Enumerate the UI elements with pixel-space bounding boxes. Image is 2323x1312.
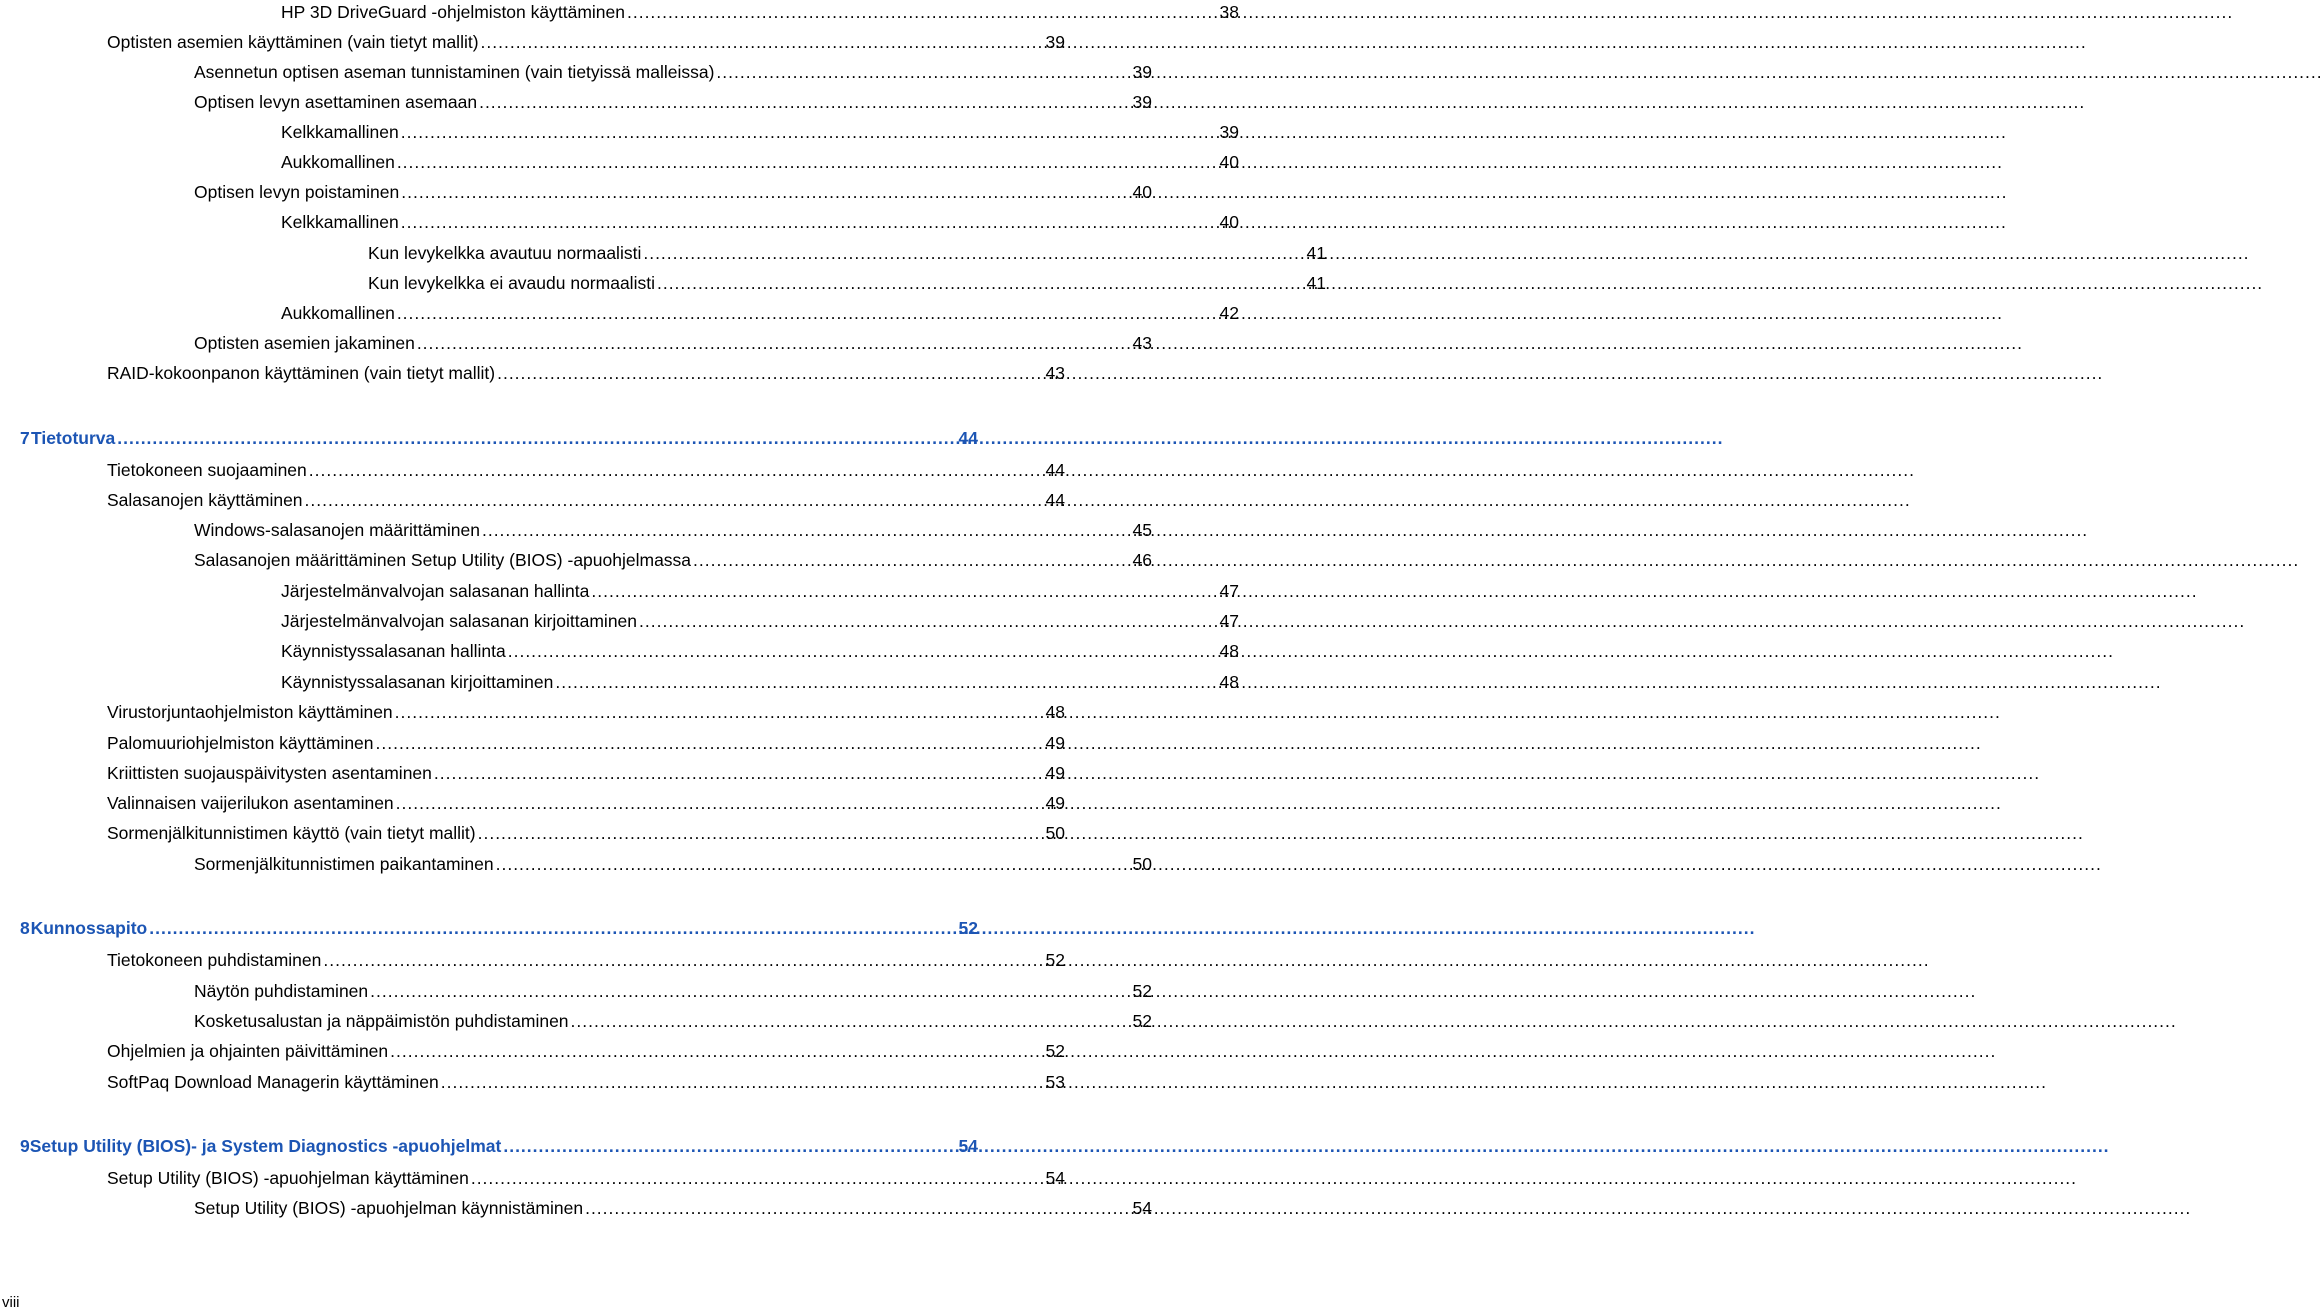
toc-entry-title: Kunnossapito — [30, 918, 148, 938]
dot-leader — [417, 332, 1131, 354]
toc-entry-page: 40 — [1219, 212, 1239, 232]
toc-chapter-entry[interactable] — [0, 913, 978, 939]
toc-entry-page: 41 — [1306, 273, 1326, 293]
dot-leader — [397, 302, 1218, 324]
toc-entry-page: 40 — [1219, 152, 1239, 172]
dot-leader — [503, 1135, 956, 1157]
toc-entry-title: Ohjelmien ja ohjainten päivittäminen — [107, 1041, 389, 1061]
toc-entry[interactable] — [0, 455, 1065, 481]
toc-entry[interactable] — [0, 147, 1239, 173]
toc-entry-title: Setup Utility (BIOS) -apuohjelman käyttäminen — [107, 1168, 469, 1188]
toc-entry-page: 52 — [1132, 981, 1152, 1001]
toc-entry[interactable] — [0, 576, 1239, 602]
toc-entry-page: 47 — [1219, 611, 1239, 631]
dot-leader — [397, 151, 1218, 173]
toc-entry[interactable] — [0, 298, 1239, 324]
toc-entry-page: 44 — [1045, 490, 1065, 510]
toc-entry[interactable] — [0, 758, 1065, 784]
dot-leader — [482, 519, 1131, 541]
dot-leader — [149, 917, 956, 939]
chapter-number: 8 — [20, 918, 30, 938]
dot-leader — [390, 1040, 1043, 1062]
toc-entry-page: 52 — [1132, 1011, 1152, 1031]
toc-entry-title: Tietokoneen suojaaminen — [107, 460, 307, 480]
dot-leader — [627, 1, 1218, 23]
toc-entry-page: 52 — [958, 918, 978, 938]
toc-entry-title: Sormenjälkitunnistimen paikantaminen — [194, 854, 494, 874]
toc-entry-page: 43 — [1045, 363, 1065, 383]
toc-entry-page: 48 — [1219, 672, 1239, 692]
toc-entry-title: Optisen levyn asettaminen asemaan — [194, 92, 478, 112]
toc-entry-title: Virustorjuntaohjelmiston käyttäminen — [107, 702, 393, 722]
toc-entry[interactable] — [0, 0, 1239, 23]
toc-entry-page: 49 — [1045, 733, 1065, 753]
toc-entry[interactable] — [0, 57, 1152, 83]
toc-entry-page: 49 — [1045, 793, 1065, 813]
toc-entry-page: 54 — [1132, 1198, 1152, 1218]
dot-leader — [117, 427, 956, 449]
toc-entry-page: 49 — [1045, 763, 1065, 783]
toc-entry[interactable] — [0, 238, 1326, 264]
toc-entry-title: Järjestelmänvalvojan salasanan kirjoittaminen — [281, 611, 638, 631]
toc-entry-title: Windows-salasanojen määrittäminen — [194, 520, 480, 540]
toc-entry-page: 54 — [1045, 1168, 1065, 1188]
dot-leader — [497, 362, 1043, 384]
toc-entry[interactable] — [0, 818, 1065, 844]
toc-entry-title: Kun levykelkka ei avaudu normaalisti — [368, 273, 655, 293]
toc-entry[interactable] — [0, 636, 1239, 662]
toc-entry[interactable] — [0, 117, 1239, 143]
dot-leader — [471, 1167, 1044, 1189]
toc-entry-title: Tietoturva — [30, 428, 116, 448]
toc-entry-page: 52 — [1045, 950, 1065, 970]
toc-entry[interactable] — [0, 485, 1065, 511]
toc-entry-title: Optisten asemien käyttäminen (vain tietyt mallit) — [107, 32, 479, 52]
toc-entry[interactable] — [0, 1006, 1152, 1032]
dot-leader — [323, 949, 1043, 971]
dot-leader — [555, 671, 1217, 693]
toc-entry-page: 50 — [1045, 823, 1065, 843]
toc-entry-title: Kriittisten suojauspäivitysten asentaminen — [107, 763, 432, 783]
dot-leader — [643, 242, 1304, 264]
toc-entry[interactable] — [0, 667, 1239, 693]
dot-leader — [639, 610, 1218, 632]
toc-entry-title: Setup Utility (BIOS) -apuohjelman käynnistäminen — [194, 1198, 584, 1218]
toc-entry-page: 44 — [1045, 460, 1065, 480]
toc-entry[interactable] — [0, 788, 1065, 814]
dot-leader — [396, 792, 1044, 814]
toc-entry-title: Kun levykelkka avautuu normaalisti — [368, 243, 642, 263]
chapter-number: 9 — [20, 1136, 30, 1156]
toc-chapter-entry[interactable] — [0, 1131, 978, 1157]
toc-entry[interactable] — [0, 358, 1065, 384]
toc-entry[interactable] — [0, 1163, 1065, 1189]
toc-entry[interactable] — [0, 976, 1152, 1002]
toc-entry-page: 50 — [1132, 854, 1152, 874]
toc-entry[interactable] — [0, 27, 1065, 53]
dot-leader — [591, 580, 1217, 602]
toc-chapter-entry[interactable] — [0, 423, 978, 449]
toc-entry-page: 39 — [1132, 62, 1152, 82]
toc-entry-page: 40 — [1132, 182, 1152, 202]
toc-entry-page: 45 — [1132, 520, 1152, 540]
toc-entry[interactable] — [0, 1193, 1152, 1219]
toc-entry-title: Käynnistyssalasanan kirjoittaminen — [281, 672, 554, 692]
toc-entry-page: 39 — [1132, 92, 1152, 112]
toc-entry-title: Näytön puhdistaminen — [194, 981, 369, 1001]
toc-entry-page: 41 — [1306, 243, 1326, 263]
dot-leader — [395, 701, 1044, 723]
toc-entry-title: Käynnistyssalasanan hallinta — [281, 641, 506, 661]
toc-entry-page: 42 — [1219, 303, 1239, 323]
dot-leader — [496, 853, 1131, 875]
toc-entry[interactable] — [0, 87, 1152, 113]
toc-entry[interactable] — [0, 1036, 1065, 1062]
toc-entry-title: Aukkomallinen — [281, 152, 395, 172]
toc-entry-page: 52 — [1045, 1041, 1065, 1061]
dot-leader — [716, 61, 1130, 83]
toc-entry-title: Kelkkamallinen — [281, 122, 399, 142]
toc-entry[interactable] — [0, 728, 1065, 754]
dot-leader — [305, 489, 1044, 511]
toc-entry-title: Palomuuriohjelmiston käyttäminen — [107, 733, 374, 753]
dot-leader — [441, 1071, 1044, 1093]
dot-leader — [401, 181, 1130, 203]
toc-entry-title: Järjestelmänvalvojan salasanan hallinta — [281, 581, 590, 601]
toc-entry[interactable] — [0, 697, 1065, 723]
dot-leader — [657, 272, 1305, 294]
toc-entry[interactable] — [0, 606, 1239, 632]
toc-entry-page: 47 — [1219, 581, 1239, 601]
toc-entry[interactable] — [0, 849, 1152, 875]
toc-entry[interactable] — [0, 515, 1152, 541]
toc-entry[interactable] — [0, 207, 1239, 233]
toc-entry-page: 39 — [1219, 122, 1239, 142]
toc-entry-page: 48 — [1219, 641, 1239, 661]
toc-entry[interactable] — [0, 268, 1326, 294]
toc-entry-title: HP 3D DriveGuard -ohjelmiston käyttäminen — [281, 2, 625, 22]
toc-entry[interactable] — [0, 545, 1152, 571]
toc-entry-title: Salasanojen määrittäminen Setup Utility (BIOS) -apuohjelmassa — [194, 550, 692, 570]
dot-leader — [478, 822, 1044, 844]
dot-leader — [508, 640, 1218, 662]
toc-entry-page: 48 — [1045, 702, 1065, 722]
toc-entry[interactable] — [0, 177, 1152, 203]
toc-entry-title: Tietokoneen puhdistaminen — [107, 950, 322, 970]
toc-entry-title: Valinnaisen vaijerilukon asentaminen — [107, 793, 394, 813]
toc-entry-page: 46 — [1132, 550, 1152, 570]
dot-leader — [479, 91, 1130, 113]
toc-entry-title: Asennetun optisen aseman tunnistaminen (vain tietyissä malleissa) — [194, 62, 715, 82]
toc-entry-page: 39 — [1045, 32, 1065, 52]
toc-entry-title: Optisten asemien jakaminen — [194, 333, 415, 353]
toc-entry-title: Sormenjälkitunnistimen käyttö (vain tietyt mallit) — [107, 823, 476, 843]
dot-leader — [571, 1010, 1131, 1032]
toc-entry-title: Kosketusalustan ja näppäimistön puhdistaminen — [194, 1011, 569, 1031]
toc-entry-page: 38 — [1219, 2, 1239, 22]
toc-entry-title: Aukkomallinen — [281, 303, 395, 323]
page-number: viii — [2, 1294, 20, 1311]
dot-leader — [376, 732, 1044, 754]
toc-entry-title: RAID-kokoonpanon käyttäminen (vain tietyt mallit) — [107, 363, 496, 383]
dot-leader — [401, 211, 1218, 233]
toc-entry-title: Setup Utility (BIOS)- ja System Diagnostics -apuohjelmat — [29, 1136, 502, 1156]
toc-entry-title: Optisen levyn poistaminen — [194, 182, 400, 202]
dot-leader — [481, 31, 1044, 53]
chapter-number: 7 — [20, 428, 30, 448]
toc-entry[interactable] — [0, 1067, 1065, 1093]
toc-entry-title: SoftPaq Download Managerin käyttäminen — [107, 1072, 439, 1092]
dot-leader — [585, 1197, 1130, 1219]
toc-entry-page: 53 — [1045, 1072, 1065, 1092]
dot-leader — [401, 121, 1218, 143]
dot-leader — [434, 762, 1044, 784]
toc-entry[interactable] — [0, 328, 1152, 354]
toc-entry-page: 54 — [958, 1136, 978, 1156]
toc-entry-page: 44 — [958, 428, 978, 448]
toc-entry-title: Salasanojen käyttäminen — [107, 490, 303, 510]
toc-entry-page: 43 — [1132, 333, 1152, 353]
dot-leader — [370, 980, 1130, 1002]
dot-leader — [309, 459, 1044, 481]
toc-entry-title: Kelkkamallinen — [281, 212, 399, 232]
dot-leader — [693, 549, 1130, 571]
toc-entry[interactable] — [0, 945, 1065, 971]
